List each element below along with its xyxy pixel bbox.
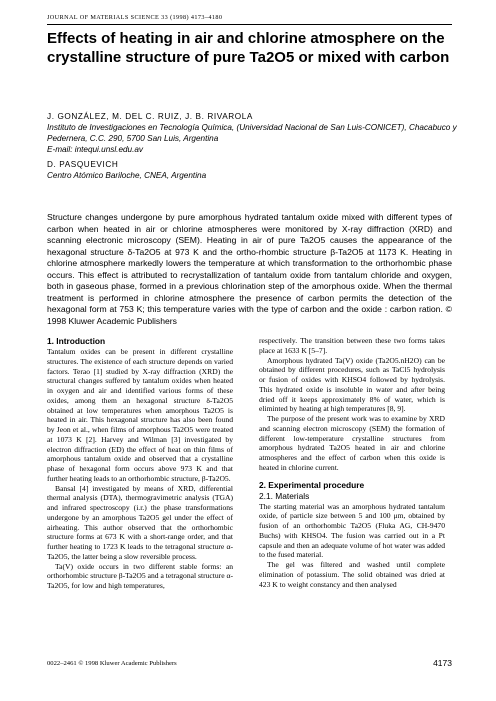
section-heading-introduction: 1. Introduction (47, 336, 106, 346)
author-block (47, 111, 467, 181)
left-column (47, 336, 233, 591)
paragraph: Amorphous hydrated Ta(V) oxide (Ta2O5.nH2O) can be obtained by different procedures, such as TaCl5 hydrolysis or fusion of oxides with KHSO4 followed by hydrolysis. This hydrated oxide is insoluble in water and after being dried off it keeps approximately 8% of water, which is eliminted by heating at high temperatures [8, 9]. (259, 355, 445, 414)
paragraph: The purpose of the present work was to examine by XRD and scanning electron microscopy (SEM) the formation of different low-temperature crystalline structures from amorphous hydrated Ta2O5 heated in air and chlorine atmospheres and the effect of carbon when this oxide is heated in chlorine current. (259, 414, 445, 472)
right-column (259, 336, 445, 589)
author-names-1: J. GONZÁLEZ, M. DEL C. RUIZ, J. B. RIVAROLA (47, 112, 253, 121)
paragraph: respectively. The transition between these two forms takes place at 1633 K [5–7]. (259, 336, 445, 355)
paragraph: Ta(V) oxide occurs in two different stable forms: an orthorhombic structure β-Ta2O5 and a tetragonal structure α-Ta2O5, for low and high temperatures, (47, 561, 233, 590)
journal-header: JOURNAL OF MATERIALS SCIENCE 33 (1998) 4173–4180 (47, 14, 223, 21)
paragraph: The gel was filtered and washed until complete elimination of potassium. The solid obtained was dried at 423 K to weight constancy and then analysed (259, 560, 445, 589)
paper-title: Effects of heating in air and chlorine atmosphere on the crystalline structure of pure Ta2O5 or mixed with carbon (47, 30, 450, 66)
paragraph: Bansal [4] investigated by means of XRD, differential thermal analysis (DTA), thermogravimetric analysis (TGA) and infrared spectroscopy (i.r.) the phase transformations undergone by an amorphous Ta2O5 gel under the effect of airheating. This author observed that the orthorhombic structure forms at 673 K with a short-range order, and that further heating to 1723 K leads to the tetragonal structure α-Ta2O5, the latter being a slow reversible process. (47, 483, 233, 561)
page-number: 4173 (433, 658, 452, 668)
author-names-2: D. PASQUEVICH (47, 160, 119, 169)
section-heading-experimental: 2. Experimental procedure (259, 479, 365, 490)
subsection-heading-materials: 2.1. Materials (259, 490, 310, 501)
abstract: Structure changes undergone by pure amorphous hydrated tantalum oxide mixed with different types of carbon when heated in air or chlorine atmospheres were monitored by X-ray diffraction (XRD) and scanning electronic microscopy (SEM). Heating in air of pure Ta2O5 causes the appearance of the hexagonal structure δ-Ta2O5 at 973 K and the ortho-rhombic structure β-Ta2O5 at 1173 K. Heating in chlorine atmosphere markedly lowers the temperature at which transformation to the orthorhombic phase occurs. This effect is attributed to recrystallization of tantalum oxide from tantalum chloride and oxygen, both in gaseous phase, formed in a previous chlorination step of the amorphous oxide. When the thermal treatment is performed in chlorine atmosphere the presence of carbon permits the detection of the hexagonal form at 753 K; this temperature varies with the type of carbon and the oxide : carbon ration. © 1998 Kluwer Academic Publishers (47, 212, 452, 326)
header-rule (47, 24, 452, 25)
affiliation-1: Instituto de Investigaciones en Tecnología Química, (Universidad Nacional de San Luis-CONICET), Chacabuco y Pedernera, C.C. 290, 5700 San Luis, Argentina (47, 123, 457, 143)
footer-code: 0022–2461 © 1998 Kluwer Academic Publishers (47, 660, 177, 667)
author-email: E-mail: intequi.unsl.edu.av (47, 145, 144, 154)
affiliation-2: Centro Atómico Bariloche, CNEA, Argentina (47, 171, 207, 180)
paragraph: The starting material was an amorphous hydrated tantalum oxide, of particle size between 5 and 100 μm, obtained by fusion of an orthorhombic Ta2O5 (Fluka AG, CH-9470 Buchs) with KHSO4. The fusion was carried out in a Pt capsule and then an adequate volume of hot water was added to the fused material. (259, 501, 445, 560)
paragraph: Tantalum oxides can be present in different crystalline structures. The existence of each structure depends on varied factors. Terao [1] studied by X-ray diffraction (XRD) the structural changes suffered by tantalum oxides when heated in oxygen and air and identified various forms of these oxides, among them an hexagonal structure δ-Ta2O5 obtained at low temperatures when amorphous Ta2O5 is heated in air. This hexagonal structure has also been found by Jeon et al., when films of amorphous Ta2O5 were treated at 1073 K [2]. Harvey and Wilman [3] investigated by electron diffraction (ED) the effect of heat on thin films of amorphous tantalum oxide and observed that a crystalline phase of hexagonal form occurs above 973 K and that further heating leads to an orthorhombic structure, β-Ta2O5. (47, 347, 233, 483)
